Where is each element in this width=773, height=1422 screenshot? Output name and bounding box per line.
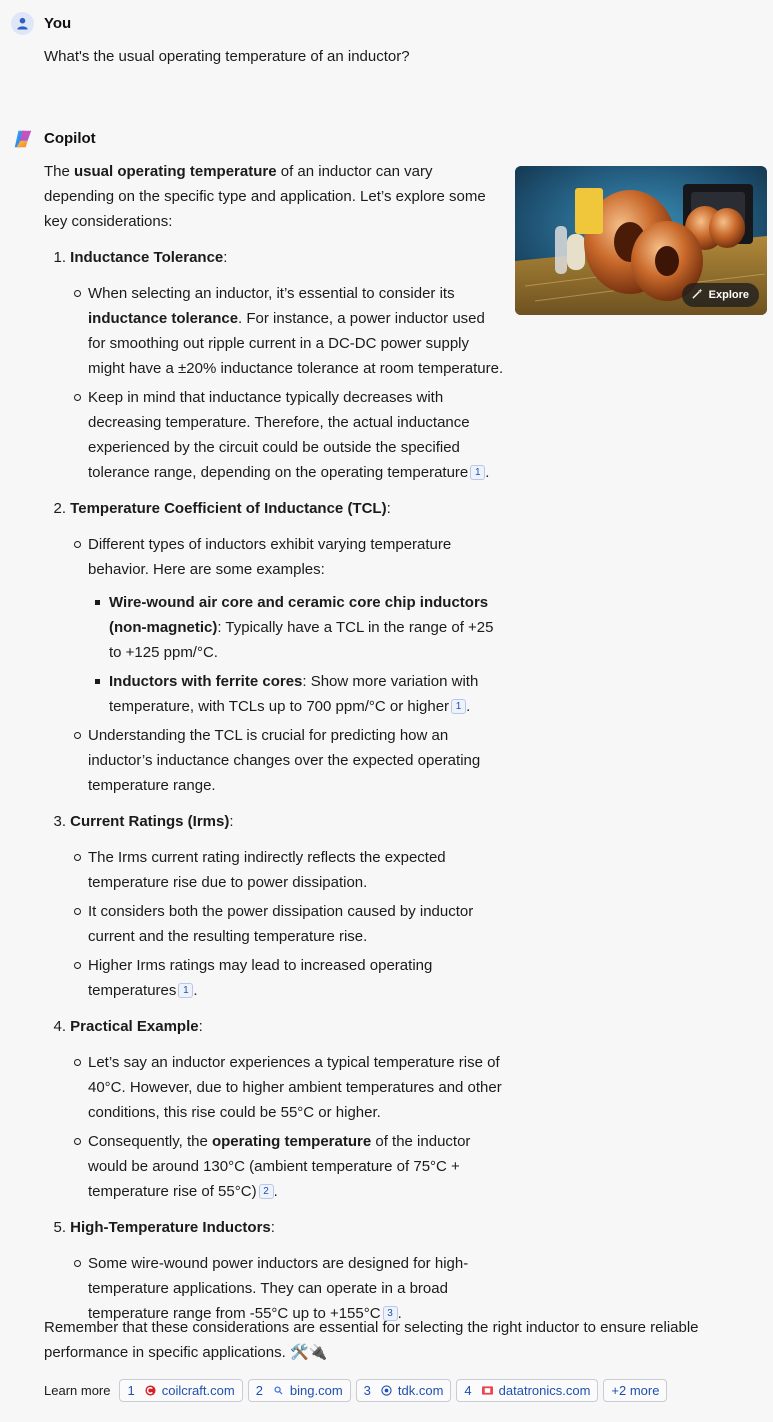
bullet-text-end: . bbox=[193, 982, 198, 999]
bullet-text: Different types of inductors exhibit varying temperature behavior. Here are some examples: bbox=[88, 536, 452, 578]
source-number: 3 bbox=[363, 1383, 371, 1398]
bullet-item bbox=[88, 723, 504, 798]
bullet-text-end: of the inductor would be around 130°C (ambient temperature of 75°C + temperature rise of 55°C) bbox=[88, 1133, 471, 1200]
magic-wand-icon bbox=[692, 288, 703, 302]
source-number: 4 bbox=[464, 1383, 472, 1398]
user-name: You bbox=[44, 15, 72, 32]
intro-bold: usual operating temperature bbox=[74, 163, 277, 180]
copilot-logo-icon bbox=[11, 127, 34, 150]
source-link-coilcraft[interactable] bbox=[119, 1379, 242, 1402]
source-link-datatronics[interactable] bbox=[456, 1379, 598, 1402]
source-domain: tdk.com bbox=[397, 1383, 444, 1398]
bullet-item bbox=[88, 845, 504, 895]
nested-bullet-end: . bbox=[466, 698, 471, 715]
bullet-item bbox=[88, 1050, 504, 1125]
source-number: 1 bbox=[127, 1383, 135, 1398]
bullet-text: Some wire-wound power inductors are designed for high-temperature applications. They can operate in a broad temperature range from -55°C up to +155°C bbox=[88, 1255, 469, 1322]
nested-bullet-bold: Wire-wound air core and ceramic core chip inductors (non-magnetic) bbox=[109, 594, 489, 636]
nested-bullet-item bbox=[109, 590, 504, 665]
bullet-text-end: . For instance, a power inductor used for smoothing out ripple current in a DC-DC power supply might have a ±20% inductance tolerance at room temperature. bbox=[88, 310, 504, 377]
source-number: 2 bbox=[255, 1383, 263, 1398]
section-bullets bbox=[44, 1050, 504, 1204]
section-item: 2. Temperature Coefficient of Inductance (TCL): Different types of inductors exhibit varying temperature behavior. Here are some examples: Wire-wound air core and ceramic core chip inductors (non-magnetic): Typically have a TCL in the range of +25 to +125 ppm/°C. Inductors with ferrite cores: Show more variation with temperature, with TCLs up to 700 ppm/°C or higher 1 . Understanding the TCL is crucial for predicting how an inductor’s inductance changes over the expected operating temperature range. bbox=[44, 496, 504, 798]
bullet-text: It considers both the power dissipation caused by inductor current and the resulting temperature rise. bbox=[88, 903, 474, 945]
user-message-header bbox=[11, 12, 71, 35]
section-title: Current Ratings (Irms) bbox=[70, 813, 230, 830]
section-item: 5. High-Temperature Inductors: Some wire-wound power inductors are designed for high-temperature applications. They can operate in a broad temperature range from -55°C up to +155°C 3 . bbox=[44, 1215, 504, 1326]
bullet-bold: operating temperature bbox=[211, 1133, 372, 1150]
source-link-tdk[interactable] bbox=[356, 1379, 452, 1402]
bullet-item bbox=[88, 281, 504, 381]
section-number: 4. bbox=[53, 1018, 66, 1035]
section-number: 2. bbox=[53, 500, 66, 517]
nested-bullet-bold: Inductors with ferrite cores bbox=[109, 673, 303, 690]
search-icon bbox=[273, 1385, 284, 1396]
closing-text: Remember that these considerations are essential for selecting the right inductor to ensure reliable performance in specific applications. 🛠️🔌 bbox=[44, 1319, 699, 1361]
citation-badge[interactable]: 2 bbox=[259, 1184, 274, 1199]
learn-more-label: Learn more bbox=[44, 1383, 111, 1398]
bullet-text: Keep in mind that inductance typically decreases with decreasing temperature. Therefore, the actual inductance experienced by the circuit could be outside the specified tolerance range, depending on the operating temperature bbox=[88, 389, 470, 481]
section-number: 5. bbox=[53, 1219, 66, 1236]
source-domain: datatronics.com bbox=[498, 1383, 591, 1398]
section-number: 1. bbox=[53, 249, 66, 266]
intro-text-end: of an inductor can vary depending on the specific type and application. Let’s explore some key considerations: bbox=[44, 163, 486, 230]
section-bullets bbox=[44, 845, 504, 1003]
bullet-text: Higher Irms ratings may lead to increased operating temperatures bbox=[88, 957, 433, 999]
bullet-text: The Irms current rating indirectly reflects the expected temperature rise due to power dissipation. bbox=[88, 849, 446, 891]
considerations-list bbox=[44, 245, 504, 1326]
bullet-end: . bbox=[273, 1183, 278, 1200]
bullet-text: When selecting an inductor, it’s essential to consider its bbox=[88, 285, 455, 302]
bullet-bold: inductance tolerance bbox=[88, 310, 239, 327]
section-bullets bbox=[44, 281, 504, 485]
inductor-image-card[interactable] bbox=[515, 166, 767, 315]
tdk-favicon-icon bbox=[381, 1385, 392, 1396]
section-item: 1. Inductance Tolerance: When selecting an inductor, it’s essential to consider its inductance tolerance. For instance, a power inductor used for smoothing out ripple current in a DC-DC power supply might have a ±20% inductance tolerance at room temperature. Keep in mind that inductance typically decreases with decreasing temperature. Therefore, the actual inductance experienced by the circuit could be outside the specified tolerance range, depending on the operating temperature 1 . bbox=[44, 245, 504, 485]
citation-badge[interactable]: 3 bbox=[383, 1306, 398, 1321]
copilot-name: Copilot bbox=[44, 130, 96, 147]
section-item: 4. Practical Example: Let’s say an inductor experiences a typical temperature rise of 40°C. However, due to higher ambient temperatures and other conditions, this rise could be 55°C or higher. Consequently, the operating temperature of the inductor would be around 130°C (ambient temperature of 75°C + temperature rise of 55°C) 2 . bbox=[44, 1014, 504, 1204]
user-message-text: What's the usual operating temperature of an inductor? bbox=[44, 48, 410, 65]
bullet-item bbox=[88, 953, 504, 1003]
copilot-message-header bbox=[11, 127, 96, 150]
source-link-bing[interactable] bbox=[248, 1379, 351, 1402]
nested-bullet-text: : Show more variation with temperature, with TCLs up to 700 ppm/°C or higher bbox=[109, 673, 479, 715]
bullet-text-end: . bbox=[397, 1305, 402, 1322]
bullet-item bbox=[88, 385, 504, 485]
source-domain: coilcraft.com bbox=[161, 1383, 235, 1398]
citation-badge[interactable]: 1 bbox=[451, 699, 466, 714]
bullet-text: Understanding the TCL is crucial for predicting how an inductor’s inductance changes over the expected operating temperature range. bbox=[88, 727, 481, 794]
bullet-text-end: . bbox=[485, 464, 490, 481]
citation-badge[interactable]: 1 bbox=[470, 465, 485, 480]
section-title: Practical Example bbox=[70, 1018, 199, 1035]
bullet-text: Consequently, the bbox=[88, 1133, 212, 1150]
coilcraft-favicon-icon bbox=[145, 1385, 156, 1396]
answer-intro bbox=[44, 159, 504, 234]
source-domain: bing.com bbox=[289, 1383, 343, 1398]
section-item: 3. Current Ratings (Irms): The Irms current rating indirectly reflects the expected temperature rise due to power dissipation. It considers both the power dissipation caused by inductor current and the resulting temperature rise. Higher Irms ratings may lead to increased operating temperatures 1 . bbox=[44, 809, 504, 1003]
section-title: High-Temperature Inductors bbox=[70, 1219, 271, 1236]
nested-bullet-text: : Typically have a TCL in the range of +25 to +125 ppm/°C. bbox=[109, 619, 494, 661]
learn-more-bar bbox=[44, 1379, 667, 1402]
bullet-text: Let’s say an inductor experiences a typical temperature rise of 40°C. However, due to higher ambient temperatures and other conditions, this rise could be 55°C or higher. bbox=[88, 1054, 502, 1121]
section-title: Inductance Tolerance bbox=[70, 249, 224, 266]
intro-text: The bbox=[44, 163, 75, 180]
copilot-answer bbox=[44, 159, 504, 1330]
explore-label: Explore bbox=[708, 289, 749, 301]
user-avatar-icon bbox=[11, 12, 34, 35]
more-sources-label: +2 more bbox=[611, 1383, 660, 1398]
explore-button[interactable] bbox=[682, 283, 759, 307]
bullet-item bbox=[88, 899, 504, 949]
bullet-item bbox=[88, 532, 504, 719]
more-sources-button[interactable] bbox=[603, 1379, 667, 1402]
nested-bullets bbox=[88, 590, 504, 719]
datatronics-favicon-icon bbox=[482, 1385, 493, 1396]
section-bullets bbox=[44, 532, 504, 798]
nested-bullet-item bbox=[109, 669, 504, 719]
bullet-item bbox=[88, 1129, 504, 1204]
section-title: Temperature Coefficient of Inductance (TCL) bbox=[70, 500, 387, 517]
section-number: 3. bbox=[53, 813, 66, 830]
citation-badge[interactable]: 1 bbox=[178, 983, 193, 998]
